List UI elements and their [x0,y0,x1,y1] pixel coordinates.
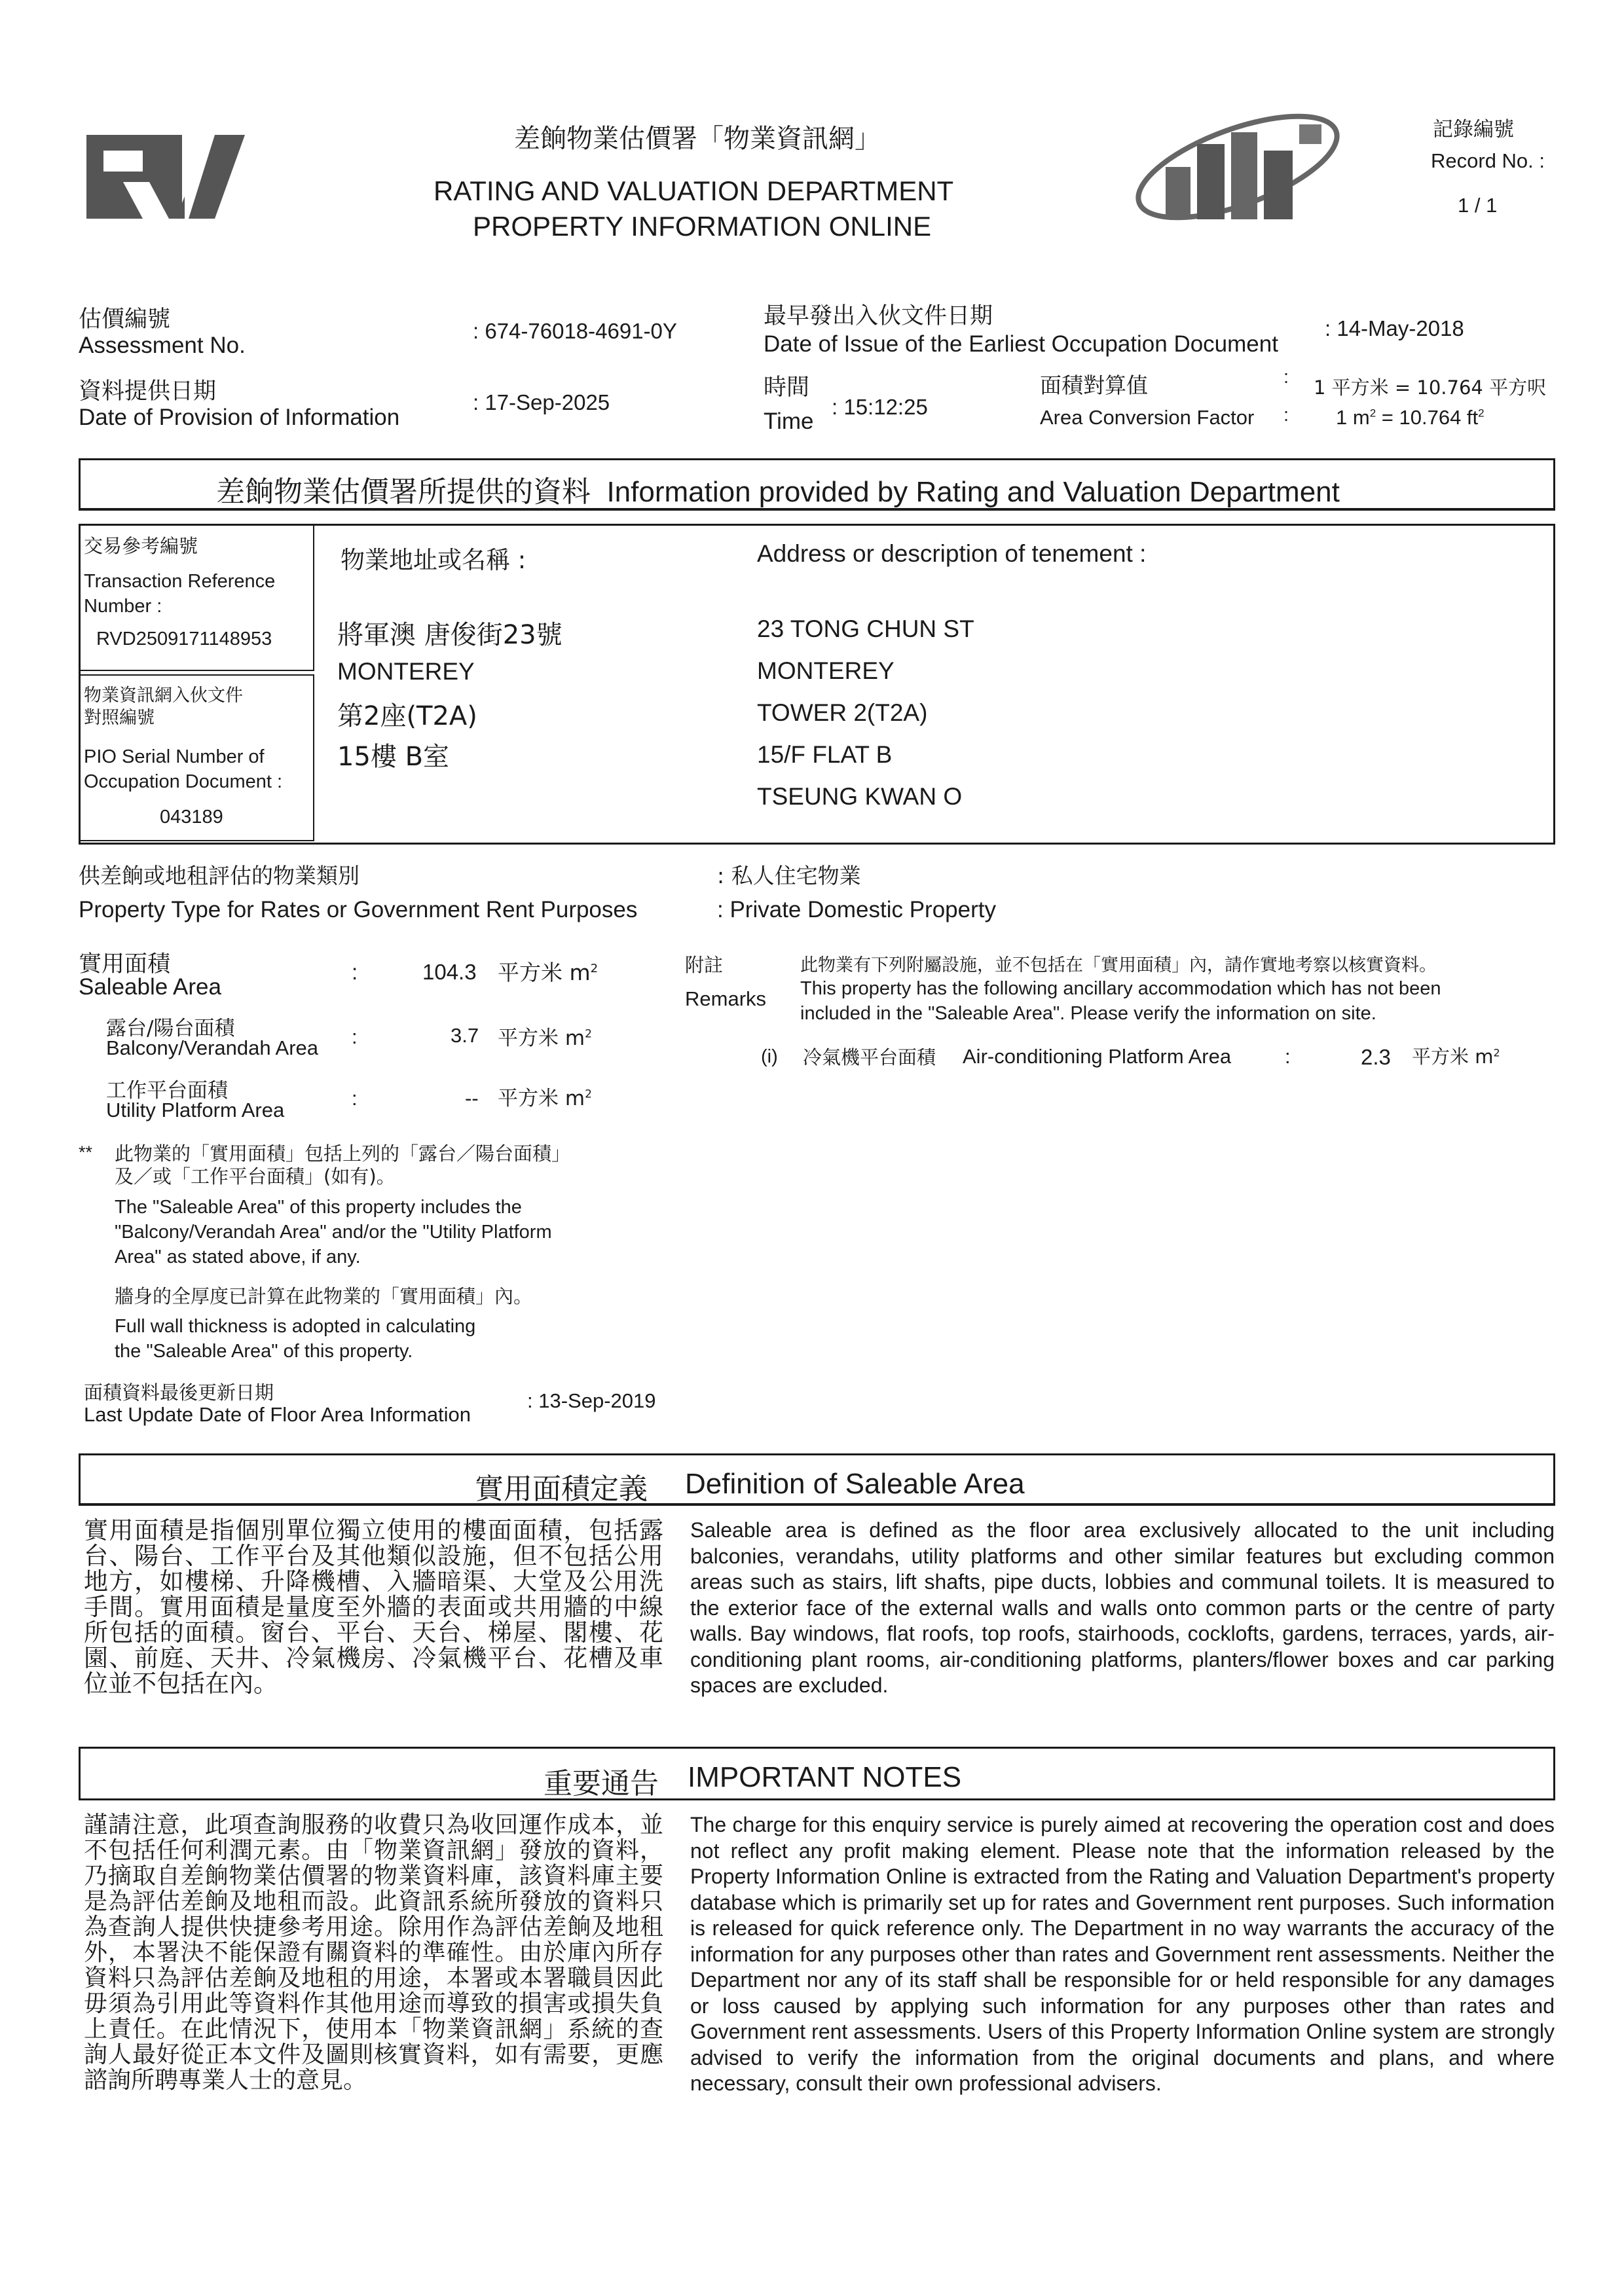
assessment-value: : 674-76018-4691-0Y [473,319,677,343]
remarks-text-en-1: This property has the following ancillary accommodation which has not been [800,978,1441,999]
saleable-unit: 平方米 $m^2$ [498,960,599,985]
property-type-label-en: Property Type for Rates or Government Rent Purposes [79,897,638,922]
address-label-en: Address or description of tenement : [757,540,1147,567]
acf-label-en: Area Conversion Factor [1040,406,1255,429]
acf-colon-2: : [1283,405,1289,426]
notes-title-en: IMPORTANT NOTES [688,1761,962,1793]
remarks-text-en-2: included in the "Saleable Area". Please verify the information on site. [800,1003,1376,1024]
address-en-line: MONTEREY [757,657,895,684]
header-title-en-2: PROPERTY INFORMATION ONLINE [473,211,932,242]
utility-colon: : [352,1087,358,1110]
utility-label-en: Utility Platform Area [106,1099,285,1121]
notes-body-zh: 謹請注意，此項查詢服務的收費只為收回運作成本，並不包括任何利潤元素。由「物業資訊網」發放的資料，乃摘取自差餉物業估價署的物業資料庫，該資料庫主要是為評估差餉及地租而設。此資訊系統所發放的資料只為查詢人提供快捷參考用途。除用作為評估差餉及地租外，本署決不能保證有關資料的準確性。由於庫內所存資料只為評估差餉及地租的用途，本署或本署職員因此毋須為引用此等資料作其他用途而導致的損害或損失負上責任。在此情況下，使用本「物業資訊網」系統的查詢人最好從正本文件及圖則核實資料，如有需要，更應諮詢所聘專業人士的意見。 [84,1812,663,2094]
balcony-value: 3.7 [451,1024,479,1047]
notes-body-en: The charge for this enquiry service is purely aimed at recovering the operation cost and does not reflect any profit making element. Please note that the information released by the Property Information Online is extracted from the Rating and Valuation Department's property database which is primarily set up for rates and Government rent purposes. Such information is released for quick reference only. The Department in no way warrants the accuracy of the information for any purposes other than rates and Government rent assessments. Neither the Department nor any of its staff shall be responsible for or held responsible for any damages or loss caused by applying such information for any purposes other than rates and Government rent assessments. Users of this Property Information Online system are strongly advised to verify the information from the original documents and plans, and where necessary, consult their own professional advisers. [690,1813,1555,2095]
remarks-item-no: (i) [761,1046,778,1067]
remarks-item-unit: 平方米 $m^2$ [1412,1046,1500,1068]
txref-value: RVD2509171148953 [96,629,272,649]
header-title-zh: 差餉物業估價署「物業資訊網」 [514,124,881,154]
note2-en-1: Full wall thickness is adopted in calculating [115,1316,476,1337]
record-label-en: Record No. : [1431,149,1545,172]
address-en-line: TSEUNG KWAN O [757,783,963,810]
record-value: 1 / 1 [1458,194,1498,217]
txref-label-en-2: Number : [84,596,162,617]
definition-title-en: Definition of Saleable Area [685,1468,1025,1500]
address-en-line: TOWER 2(T2A) [757,699,928,726]
balcony-colon: : [352,1025,358,1048]
address-zh-line: 第2座(T2A) [337,701,477,731]
pio-label-zh-2: 對照編號 [84,708,155,728]
address-en-line: 15/F FLAT B [757,741,893,768]
notes-title-zh: 重要通告 [544,1767,659,1800]
time-value: : 15:12:25 [832,395,928,419]
address-zh-line: 15樓 B室 [337,742,450,772]
assessment-label-zh: 估價編號 [79,306,171,333]
time-label-zh: 時間 [764,374,810,401]
remarks-item-zh: 冷氣機平台面積 [803,1046,936,1068]
note-mark: ** [79,1142,93,1162]
remarks-item-colon: : [1285,1045,1291,1068]
acf-label-zh: 面積對算值 [1040,373,1148,398]
pio-label-en-1: PIO Serial Number of [84,746,265,767]
saleable-label-zh: 實用面積 [79,951,171,977]
definition-title-zh: 實用面積定義 [475,1472,648,1506]
rv-logo [84,131,248,223]
property-type-label-zh: 供差餉或地租評估的物業類別 [79,863,360,888]
note2-en-2: the "Saleable Area" of this property. [115,1341,413,1362]
remarks-label-zh: 附註 [685,954,724,976]
saleable-label-en: Saleable Area [79,974,221,1000]
property-type-value-en: : Private Domestic Property [717,897,996,922]
occupation-label-en: Date of Issue of the Earliest Occupation Document [764,331,1278,357]
address-zh-line: 將軍澳 唐俊街23號 [337,620,563,650]
time-label-en: Time [764,409,814,434]
definition-body-en: Saleable area is defined as the floor area exclusively allocated to the unit including balconies, verandahs, utility platforms and other similar features but excluding common areas such as stairs, lift shafts, pipe ducts, lobbies and communal toilets. It is measured to the exterior face of the external walls and walls onto common parts or the centre of party walls. Bay windows, flat roofs, top roofs, stairhoods, cocklofts, gardens, terraces, yards, air-conditioning plant rooms, air-conditioning platforms, planters/flower boxes and car parking spaces are excluded. [690,1518,1555,1697]
section1-title: 差餉物業估價署所提供的資料 Information provided by Rating and Valuation Department [216,475,1340,509]
remarks-label-en: Remarks [685,987,767,1010]
address-label-zh: 物業地址或名稱 : [341,546,526,574]
remarks-item-en: Air-conditioning Platform Area [963,1045,1232,1068]
saleable-value: 104.3 [422,960,477,984]
utility-value: -- [465,1087,479,1110]
balcony-label-en: Balcony/Verandah Area [106,1036,319,1059]
saleable-colon: : [352,960,358,984]
note1-zh-1: 此物業的「實用面積」包括上列的「露台／陽台面積」 [115,1142,571,1165]
update-value: : 13-Sep-2019 [527,1389,656,1412]
note1-en-2: "Balcony/Verandah Area" and/or the "Utility Platform [115,1222,552,1243]
note2-zh: 牆身的全厚度已計算在此物業的「實用面積」內。 [115,1285,533,1307]
utility-unit: 平方米 $m^2$ [498,1087,592,1110]
provision-value: : 17-Sep-2025 [473,390,610,414]
acf-line2: 1 $m^2 = 10.764$ $ft^2$ [1336,406,1485,429]
definition-body-zh: 實用面積是指個別單位獨立使用的樓面面積，包括露台、陽台、工作平台及其他類似設施，但不包括公用地方，如樓梯、升降機槽、入牆暗渠、大堂及公用洗手間。實用面積是量度至外牆的表面或共用牆的中線所包括的面積。窗台、平台、天台、梯屋、閣樓、花園、前庭、天井、冷氣機房、冷氣機平台、花槽及車位並不包括在內。 [84,1516,663,1698]
header-title-en-1: RATING AND VALUATION DEPARTMENT [434,175,954,206]
provision-label-en: Date of Provision of Information [79,405,400,430]
address-en-line: 23 TONG CHUN ST [757,615,974,642]
update-label-en: Last Update Date of Floor Area Information [84,1403,471,1426]
pio-label-en-2: Occupation Document : [84,771,283,792]
utility-label-zh: 工作平台面積 [106,1079,228,1102]
acf-colon-1: : [1283,367,1289,388]
note1-en-3: Area" as stated above, if any. [115,1247,361,1267]
txref-label-zh: 交易參考編號 [84,535,198,557]
property-type-value-zh: : 私人住宅物業 [717,863,861,888]
pio-building-logo [1126,105,1349,229]
remarks-item-value: 2.3 [1361,1045,1391,1069]
occupation-value: : 14-May-2018 [1325,316,1464,340]
address-zh-line: MONTEREY [337,658,475,685]
provision-label-zh: 資料提供日期 [79,378,217,405]
occupation-label-zh: 最早發出入伙文件日期 [764,303,993,329]
acf-line1: 1 平方米 = 10.764 平方呎 [1314,376,1547,399]
pio-label-zh-1: 物業資訊網入伙文件 [84,685,243,706]
balcony-unit: 平方米 $m^2$ [498,1027,592,1050]
balcony-label-zh: 露台/陽台面積 [106,1017,235,1040]
remarks-text-zh: 此物業有下列附屬設施，並不包括在「實用面積」內，請作實地考察以核實資料。 [800,955,1437,975]
txref-label-en-1: Transaction Reference [84,571,276,592]
pio-value: 043189 [160,807,223,828]
update-label-zh: 面積資料最後更新日期 [84,1381,274,1404]
assessment-label-en: Assessment No. [79,333,246,358]
record-label-zh: 記錄編號 [1433,118,1514,141]
note1-en-1: The "Saleable Area" of this property includes the [115,1197,522,1218]
note1-zh-2: 及／或「工作平台面積」(如有)。 [115,1165,396,1188]
